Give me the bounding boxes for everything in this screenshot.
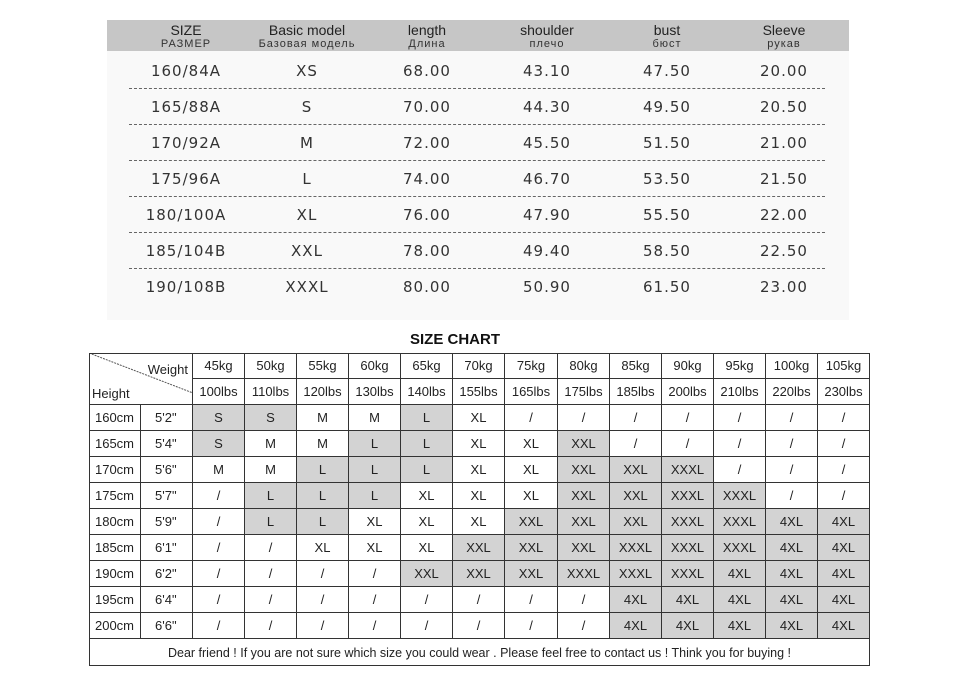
size-cell: XXL [505, 561, 558, 587]
size-cell: L [349, 483, 401, 509]
header-label-ru: Длина [408, 38, 446, 50]
size-cell: L [245, 509, 297, 535]
table-row [107, 53, 849, 89]
table-cell: 170/92A [150, 134, 222, 152]
size-cell: XXL [453, 535, 505, 561]
size-cell: L [245, 483, 297, 509]
size-cell: / [349, 561, 401, 587]
size-cell: 4XL [766, 535, 818, 561]
header-label-ru: рукав [767, 38, 801, 50]
size-cell: / [453, 587, 505, 613]
table-cell: 70.00 [403, 98, 451, 116]
size-cell: XL [349, 535, 401, 561]
size-cell: XXL [453, 561, 505, 587]
weight-kg-header: 50kg [245, 353, 297, 379]
weight-kg-header: 55kg [297, 353, 349, 379]
weight-kg-header: 85kg [610, 353, 662, 379]
table-cell: 55.50 [643, 206, 691, 224]
size-cell: S [193, 431, 245, 457]
table-row [107, 197, 849, 233]
table-row [107, 233, 849, 269]
size-cell: XXL [558, 509, 610, 535]
size-cell: / [401, 613, 453, 639]
table-cell: 46.70 [523, 170, 571, 188]
size-cell: XL [453, 457, 505, 483]
size-cell: XXXL [558, 561, 610, 587]
weight-kg-header: 80kg [558, 353, 610, 379]
size-cell: M [349, 405, 401, 431]
table-cell: 23.00 [760, 278, 808, 296]
table-cell: 22.00 [760, 206, 808, 224]
table-cell: 78.00 [403, 242, 451, 260]
size-cell: XL [401, 509, 453, 535]
size-cell: / [505, 613, 558, 639]
height-cm-label: 170cm [89, 457, 141, 483]
height-cm-label: 180cm [89, 509, 141, 535]
size-cell: XXL [610, 457, 662, 483]
table-cell: 20.00 [760, 62, 808, 80]
table-cell: 51.50 [643, 134, 691, 152]
table-cell: 50.90 [523, 278, 571, 296]
size-cell: L [297, 483, 349, 509]
size-cell: XL [297, 535, 349, 561]
table-cell: XXXL [285, 278, 329, 296]
height-cm-label: 175cm [89, 483, 141, 509]
height-ft-label: 6'4" [141, 587, 193, 613]
size-cell: / [401, 587, 453, 613]
table-cell: S [301, 98, 313, 116]
size-cell: / [245, 613, 297, 639]
size-cell: XXXL [662, 457, 714, 483]
size-cell: 4XL [766, 561, 818, 587]
size-cell: / [245, 535, 297, 561]
table-cell: 45.50 [523, 134, 571, 152]
size-cell: M [297, 431, 349, 457]
corner-header-cell [89, 353, 193, 405]
size-cell: / [297, 561, 349, 587]
size-cell: L [297, 457, 349, 483]
header-label-ru: РАЗМЕР [160, 38, 212, 50]
weight-lbs-header: 140lbs [401, 379, 453, 405]
size-cell: XXXL [714, 535, 766, 561]
header-col-1 [247, 23, 367, 50]
size-cell: XL [401, 483, 453, 509]
size-cell: 4XL [766, 587, 818, 613]
size-cell: / [193, 483, 245, 509]
size-cell: L [401, 405, 453, 431]
size-cell: 4XL [818, 587, 870, 613]
size-cell: / [193, 587, 245, 613]
size-cell: / [193, 535, 245, 561]
size-cell: XL [453, 405, 505, 431]
table-cell: 49.40 [523, 242, 571, 260]
size-cell: / [610, 431, 662, 457]
size-cell: / [349, 587, 401, 613]
table-cell: 47.50 [643, 62, 691, 80]
size-cell: XL [401, 535, 453, 561]
weight-kg-header: 105kg [818, 353, 870, 379]
weight-lbs-header: 100lbs [193, 379, 245, 405]
weight-lbs-header: 210lbs [714, 379, 766, 405]
table-cell: 20.50 [760, 98, 808, 116]
size-cell: XXXL [714, 509, 766, 535]
weight-kg-header: 75kg [505, 353, 558, 379]
table-cell: 49.50 [643, 98, 691, 116]
header-label-en: Basic model [268, 22, 346, 38]
weight-lbs-header: 230lbs [818, 379, 870, 405]
size-cell: L [401, 431, 453, 457]
size-cell: S [245, 405, 297, 431]
size-cell: XXL [505, 509, 558, 535]
size-cell: / [297, 587, 349, 613]
table-cell: XXL [291, 242, 323, 260]
table-row [107, 269, 849, 305]
size-cell: XXL [558, 457, 610, 483]
size-cell: M [245, 457, 297, 483]
size-cell: 4XL [818, 535, 870, 561]
height-ft-label: 5'7" [141, 483, 193, 509]
header-col-4 [607, 23, 727, 50]
footer-note: Dear friend ! If you are not sure which size you could wear . Please feel free to contact us ! Think you for buying ! [167, 646, 791, 660]
table-cell: 44.30 [523, 98, 571, 116]
size-cell: / [714, 431, 766, 457]
weight-lbs-header: 130lbs [349, 379, 401, 405]
table-cell: 21.00 [760, 134, 808, 152]
header-label-en: SIZE [170, 22, 202, 38]
table-cell: 74.00 [403, 170, 451, 188]
header-col-5 [724, 23, 844, 50]
size-cell: XXL [558, 431, 610, 457]
header-col-0 [126, 23, 246, 50]
table-cell: 185/104B [145, 242, 227, 260]
height-ft-label: 6'6" [141, 613, 193, 639]
measurement-table [107, 20, 849, 320]
size-cell: 4XL [714, 561, 766, 587]
size-cell: M [245, 431, 297, 457]
size-cell: 4XL [662, 613, 714, 639]
size-cell: / [662, 405, 714, 431]
size-cell: / [505, 405, 558, 431]
table-cell: 72.00 [403, 134, 451, 152]
size-cell: XL [349, 509, 401, 535]
table-cell: 43.10 [523, 62, 571, 80]
size-cell: XL [505, 457, 558, 483]
size-cell: XL [505, 431, 558, 457]
size-cell: XXXL [662, 483, 714, 509]
size-cell: XXL [401, 561, 453, 587]
height-cm-label: 160cm [89, 405, 141, 431]
size-cell: / [193, 509, 245, 535]
height-cm-label: 195cm [89, 587, 141, 613]
table-cell: XL [296, 206, 318, 224]
table-cell: 61.50 [643, 278, 691, 296]
header-label-en: Sleeve [762, 22, 806, 38]
weight-lbs-header: 155lbs [453, 379, 505, 405]
size-cell: / [766, 483, 818, 509]
table-cell: M [300, 134, 314, 152]
size-cell: / [558, 405, 610, 431]
header-label-en: shoulder [520, 22, 574, 38]
weight-lbs-header: 120lbs [297, 379, 349, 405]
size-cell: XXL [610, 483, 662, 509]
table-cell: 180/100A [145, 206, 227, 224]
weight-kg-header: 45kg [193, 353, 245, 379]
header-label-ru: Базовая модель [258, 38, 356, 50]
table-cell: 80.00 [403, 278, 451, 296]
size-cell: 4XL [818, 509, 870, 535]
header-col-2 [367, 23, 487, 50]
size-chart-title: SIZE CHART [410, 331, 500, 348]
size-cell: / [558, 587, 610, 613]
size-cell: L [349, 431, 401, 457]
size-cell: / [349, 613, 401, 639]
size-cell: XL [453, 431, 505, 457]
size-cell: XXXL [662, 561, 714, 587]
size-cell: / [818, 431, 870, 457]
weight-kg-header: 65kg [401, 353, 453, 379]
size-cell: / [766, 457, 818, 483]
weight-kg-header: 90kg [662, 353, 714, 379]
size-cell: L [401, 457, 453, 483]
size-cell: L [349, 457, 401, 483]
size-cell: S [193, 405, 245, 431]
height-axis-label: Height [92, 386, 130, 401]
table-cell: 53.50 [643, 170, 691, 188]
table-row [107, 161, 849, 197]
table-cell: 165/88A [150, 98, 222, 116]
size-cell: M [297, 405, 349, 431]
size-cell: XXXL [662, 535, 714, 561]
size-cell: / [818, 405, 870, 431]
weight-lbs-header: 175lbs [558, 379, 610, 405]
table-row [107, 89, 849, 125]
size-cell: XXXL [714, 483, 766, 509]
table-cell: 76.00 [403, 206, 451, 224]
size-cell: 4XL [662, 587, 714, 613]
table-cell: 175/96A [150, 170, 222, 188]
size-cell: / [818, 483, 870, 509]
size-cell: / [714, 405, 766, 431]
height-ft-label: 6'2" [141, 561, 193, 587]
weight-kg-header: 100kg [766, 353, 818, 379]
size-chart-grid [89, 353, 870, 666]
size-cell: 4XL [766, 509, 818, 535]
weight-kg-header: 95kg [714, 353, 766, 379]
table-cell: 22.50 [760, 242, 808, 260]
table-cell: XS [296, 62, 318, 80]
size-cell: / [297, 613, 349, 639]
header-label-en: bust [653, 22, 681, 38]
size-cell: 4XL [818, 613, 870, 639]
size-cell: XL [453, 483, 505, 509]
size-cell: 4XL [610, 613, 662, 639]
height-ft-label: 5'9" [141, 509, 193, 535]
height-ft-label: 6'1" [141, 535, 193, 561]
size-cell: / [558, 613, 610, 639]
size-cell: M [193, 457, 245, 483]
size-cell: / [818, 457, 870, 483]
size-cell: XL [453, 509, 505, 535]
size-cell: XXXL [610, 561, 662, 587]
size-cell: XXL [558, 535, 610, 561]
header-label-ru: плечо [529, 38, 565, 50]
height-cm-label: 185cm [89, 535, 141, 561]
size-cell: / [610, 405, 662, 431]
weight-lbs-header: 185lbs [610, 379, 662, 405]
size-cell: / [193, 613, 245, 639]
size-cell: XXL [505, 535, 558, 561]
height-ft-label: 5'6" [141, 457, 193, 483]
weight-lbs-header: 110lbs [245, 379, 297, 405]
size-cell: / [766, 405, 818, 431]
weight-lbs-header: 220lbs [766, 379, 818, 405]
header-col-3 [487, 23, 607, 50]
measurement-table-header [107, 20, 849, 51]
weight-kg-header: 60kg [349, 353, 401, 379]
size-cell: / [193, 561, 245, 587]
header-label-en: length [407, 22, 447, 38]
table-cell: 21.50 [760, 170, 808, 188]
size-cell: 4XL [714, 613, 766, 639]
height-ft-label: 5'2" [141, 405, 193, 431]
table-cell: 58.50 [643, 242, 691, 260]
height-cm-label: 200cm [89, 613, 141, 639]
size-cell: / [245, 587, 297, 613]
table-cell: L [302, 170, 312, 188]
size-cell: 4XL [818, 561, 870, 587]
size-cell: L [297, 509, 349, 535]
size-cell: / [245, 561, 297, 587]
size-cell: 4XL [714, 587, 766, 613]
size-cell: / [766, 431, 818, 457]
size-cell: 4XL [766, 613, 818, 639]
size-cell: / [453, 613, 505, 639]
height-cm-label: 165cm [89, 431, 141, 457]
weight-lbs-header: 200lbs [662, 379, 714, 405]
table-cell: 47.90 [523, 206, 571, 224]
table-cell: 190/108B [145, 278, 227, 296]
size-cell: / [505, 587, 558, 613]
table-cell: 160/84A [150, 62, 222, 80]
size-cell: XXXL [662, 509, 714, 535]
weight-kg-header: 70kg [453, 353, 505, 379]
height-ft-label: 5'4" [141, 431, 193, 457]
weight-axis-label: Weight [147, 362, 188, 377]
size-cell: / [662, 431, 714, 457]
header-label-ru: бюст [652, 38, 682, 50]
size-cell: XL [505, 483, 558, 509]
size-cell: XXL [558, 483, 610, 509]
size-cell: XXL [610, 509, 662, 535]
height-cm-label: 190cm [89, 561, 141, 587]
table-cell: 68.00 [403, 62, 451, 80]
size-cell: / [714, 457, 766, 483]
weight-lbs-header: 165lbs [505, 379, 558, 405]
size-cell: 4XL [610, 587, 662, 613]
size-cell: XXXL [610, 535, 662, 561]
table-row [107, 125, 849, 161]
